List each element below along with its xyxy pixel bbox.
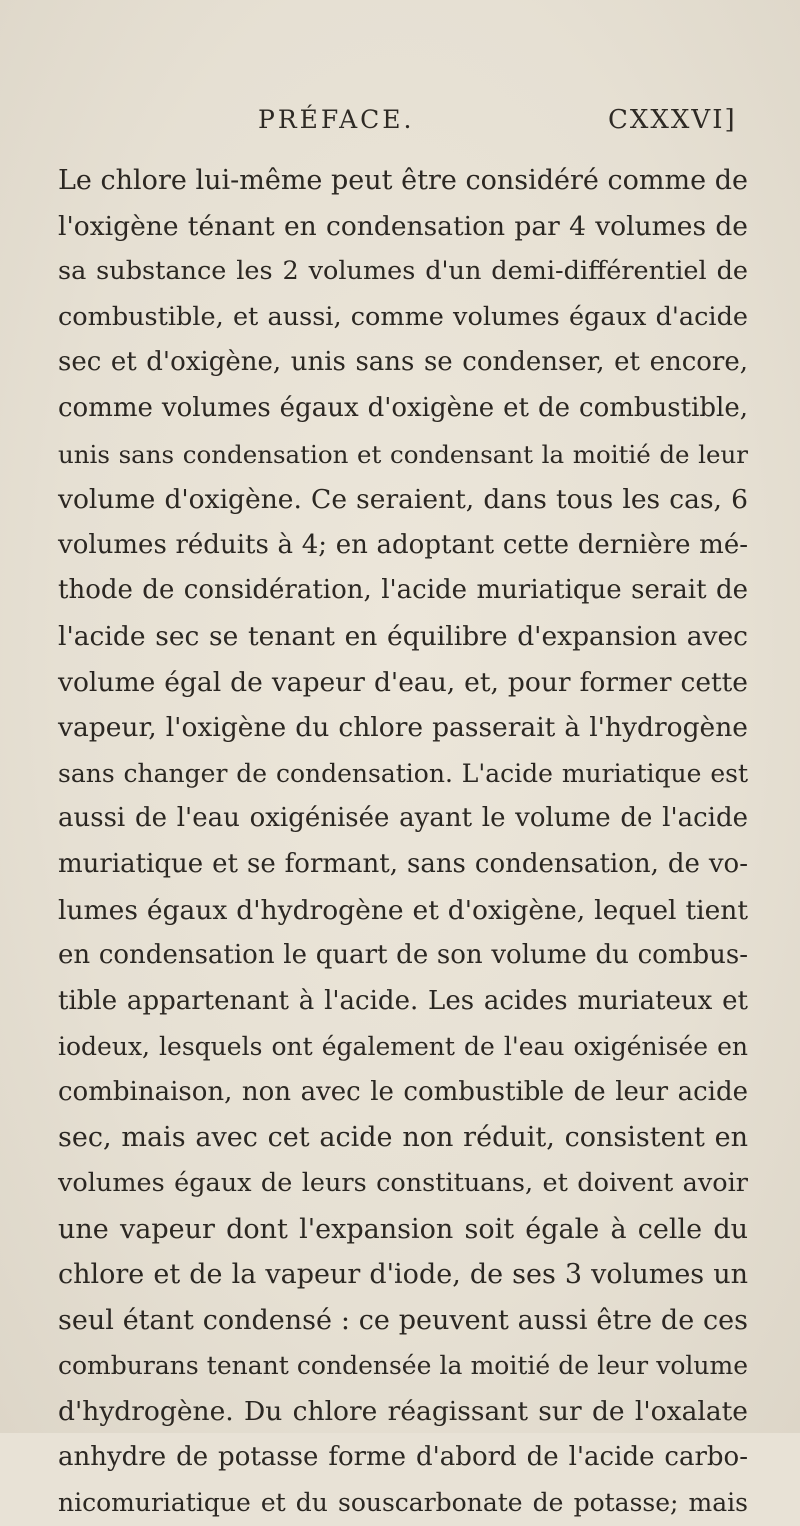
text-line: vapeur, l'oxigène du chlore passerait à l'hydrogène [58,712,748,744]
text-line: volumes réduits à 4; en adoptant cette dernière mé- [58,529,748,560]
text-line: sec et d'oxigène, unis sans se condenser, et encore, [58,347,748,378]
text-line: combinaison, non avec le combustible de leur acide [58,1076,748,1107]
text-line: l'acide sec se tenant en équilibre d'expansion avec [58,620,748,652]
text-line: l'oxigène ténant en condensation par 4 volumes de [58,210,748,242]
text-line: comme volumes égaux d'oxigène et de combustible, [58,392,748,423]
text-line: nicomuriatique et du souscarbonate de potasse; mais [58,1488,748,1518]
text-line: en condensation le quart de son volume du combus- [58,940,748,971]
page-number: CXXXVI] [608,105,737,135]
text-line: volumes égaux de leurs constituans, et doivent avoir [58,1168,748,1199]
text-line: sa substance les 2 volumes d'un demi-différentiel de [58,256,748,287]
text-line: Le chlore lui-même peut être considéré comme de [58,165,748,196]
text-line: iodeux, lesquels ont également de l'eau oxigénisée en [58,1032,748,1062]
text-line: thode de considération, l'acide muriatique serait de [58,575,748,606]
page-header [0,105,800,145]
text-line: muriatique et se formant, sans condensation, de vo- [58,848,748,879]
text-line: sec, mais avec cet acide non réduit, consistent en [58,1122,748,1154]
text-line: unis sans condensation et condensant la moitié de leur [58,439,748,469]
text-line: d'hydrogène. Du chlore réagissant sur de l'oxalate [58,1396,748,1428]
text-line: aussi de l'eau oxigénisée ayant le volume de l'acide [58,803,748,834]
text-line: une vapeur dont l'expansion soit égale à celle du [58,1213,748,1245]
text-line: comburans tenant condensée la moitié de leur volume [58,1351,748,1381]
text-line: lumes égaux d'hydrogène et d'oxigène, lequel tient [58,894,748,926]
text-line: volume d'oxigène. Ce seraient, dans tous les cas, 6 [58,484,748,516]
text-line: chlore et de la vapeur d'iode, de ses 3 volumes un [58,1259,748,1291]
body-text [58,158,748,1526]
text-line: anhydre de potasse forme d'abord de l'acide carbo- [58,1441,748,1472]
text-line: sans changer de condensation. L'acide muriatique est [58,758,748,788]
text-line: volume égal de vapeur d'eau, et, pour former cette [58,666,748,698]
text-line: combustible, et aussi, comme volumes égaux d'acide [58,301,748,332]
text-line: seul étant condensé : ce peuvent aussi être de ces [58,1304,748,1336]
text-line: tible appartenant à l'acide. Les acides muriateux et [58,985,748,1016]
running-title: PRÉFACE. [258,105,415,134]
